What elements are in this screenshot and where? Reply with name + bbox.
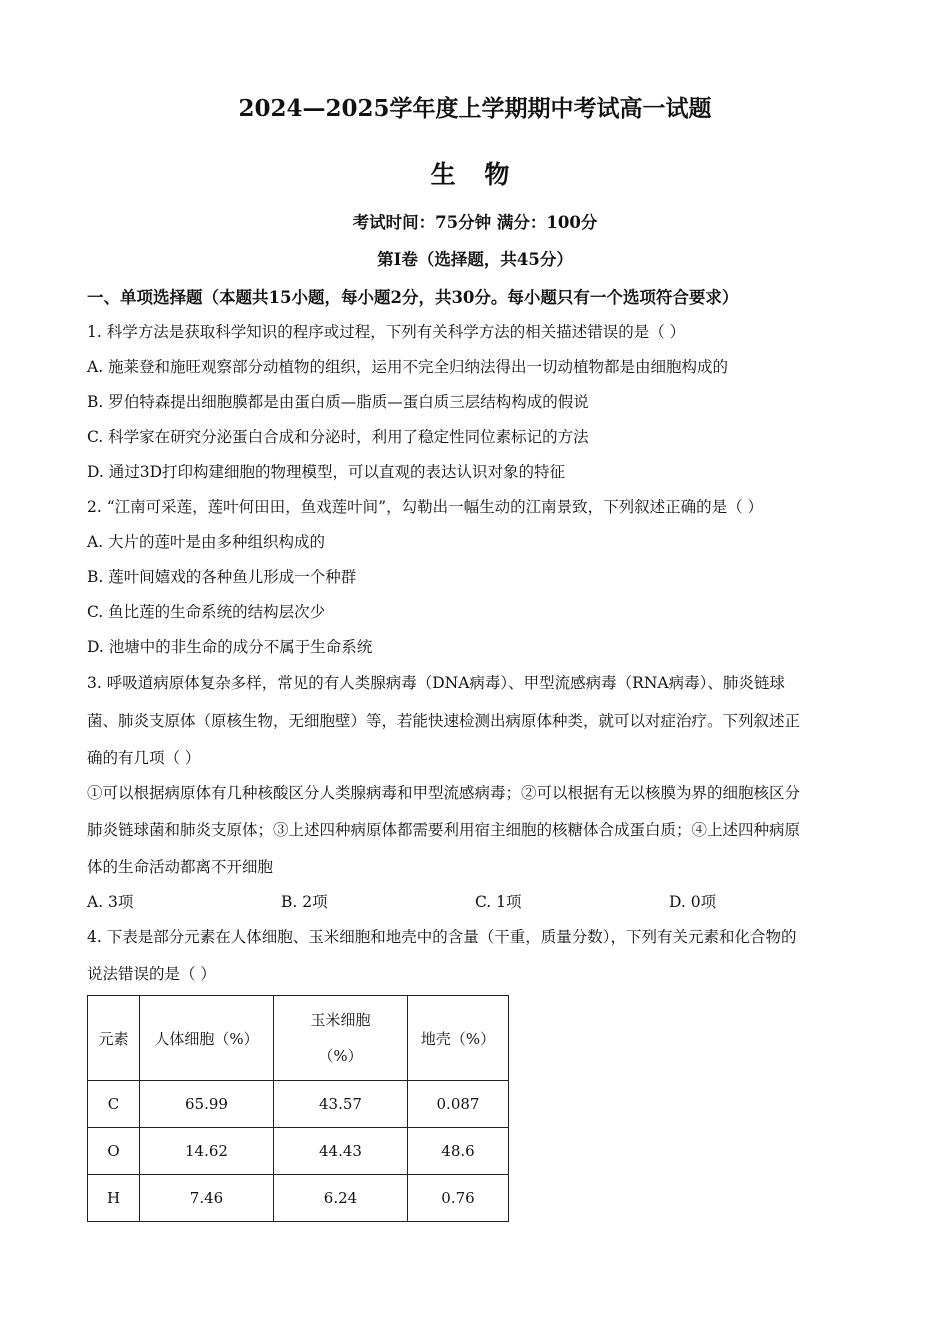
table-header-text: 玉米细胞 <box>310 1011 371 1029</box>
volume-title: 第I卷（选择题，共45分） <box>377 250 573 269</box>
table-cell: 7.46 <box>140 1175 274 1222</box>
table-cell: O <box>88 1128 140 1175</box>
table-cell: 65.99 <box>140 1081 274 1128</box>
table-cell: 48.6 <box>408 1128 509 1175</box>
table-cell: 0.087 <box>408 1081 509 1128</box>
question-1-stem: 1. 科学方法是获取科学知识的程序或过程，下列有关科学方法的相关描述错误的是（ ） <box>87 323 686 341</box>
table-cell: 44.43 <box>274 1128 408 1175</box>
question-4-stem-line1: 4. 下表是部分元素在人体细胞、玉米细胞和地壳中的含量（干重，质量分数），下列有关元素和化合物的 <box>87 928 797 946</box>
question-2-option-a: A. 大片的莲叶是由多种组织构成的 <box>87 533 326 551</box>
table-header-row <box>88 996 509 1081</box>
section-heading: 一、单项选择题（本题共15小题，每小题2分，共30分。每小题只有一个选项符合要求） <box>87 288 739 307</box>
table-header-cell <box>274 996 408 1081</box>
question-3-stem-line1: 3. 呼吸道病原体复杂多样，常见的有人类腺病毒（DNA病毒）、甲型流感病毒（RNA病毒）、肺炎链球 <box>87 674 785 692</box>
question-3-option-d: D. 0项 <box>669 893 717 911</box>
table-cell: H <box>88 1175 140 1222</box>
table-cell: 6.24 <box>274 1175 408 1222</box>
question-4-stem-line2: 说法错误的是（ ） <box>87 965 216 983</box>
question-3-statements-line2: 肺炎链球菌和肺炎支原体；③上述四种病原体都需要利用宿主细胞的核糖体合成蛋白质；④上述四种病原 <box>87 821 801 839</box>
table-header-cell: 地壳（%） <box>408 996 509 1081</box>
exam-info: 考试时间：75分钟 满分：100分 <box>352 213 598 232</box>
question-3-stem-line2: 菌、肺炎支原体（原核生物，无细胞壁）等，若能快速检测出病原体种类，就可以对症治疗。下列叙述正 <box>87 712 801 730</box>
table-row <box>88 1081 509 1128</box>
question-3-option-a: A. 3项 <box>87 893 134 911</box>
question-3-stem-line3: 确的有几项（ ） <box>87 749 201 767</box>
table-row <box>88 1128 509 1175</box>
table-header-cell: 元素 <box>88 996 140 1081</box>
question-2-option-d: D. 池塘中的非生命的成分不属于生命系统 <box>87 638 373 656</box>
question-1-option-c: C. 科学家在研究分泌蛋白合成和分泌时，利用了稳定性同位素标记的方法 <box>87 428 589 446</box>
question-3-statements-line3: 体的生命活动都离不开细胞 <box>87 858 274 876</box>
table-cell: 14.62 <box>140 1128 274 1175</box>
table-cell: C <box>88 1081 140 1128</box>
table-header-cell: 人体细胞（%） <box>140 996 274 1081</box>
table-cell: 0.76 <box>408 1175 509 1222</box>
table-header-text: （%） <box>318 1047 363 1065</box>
exam-title: 2024—2025学年度上学期期中考试高一试题 <box>238 95 712 122</box>
question-2-option-c: C. 鱼比莲的生命系统的结构层次少 <box>87 603 326 621</box>
table-cell: 43.57 <box>274 1081 408 1128</box>
question-3-option-c: C. 1项 <box>475 893 522 911</box>
question-1-option-b: B. 罗伯特森提出细胞膜都是由蛋白质—脂质—蛋白质三层结构构成的假说 <box>87 393 589 411</box>
question-2-stem: 2. “江南可采莲，莲叶何田田，鱼戏莲叶间”，勾勒出一幅生动的江南景致，下列叙述正确的是（ ） <box>87 498 763 516</box>
question-2-option-b: B. 莲叶间嬉戏的各种鱼儿形成一个种群 <box>87 568 357 586</box>
question-3-option-b: B. 2项 <box>281 893 328 911</box>
table-row <box>88 1175 509 1222</box>
question-1-option-d: D. 通过3D打印构建细胞的物理模型，可以直观的表达认识对象的特征 <box>87 463 566 481</box>
subject-title: 生 物 <box>430 160 520 189</box>
element-content-table <box>87 995 509 1222</box>
question-1-option-a: A. 施莱登和施旺观察部分动植物的组织，运用不完全归纳法得出一切动植物都是由细胞构成的 <box>87 358 729 376</box>
question-3-statements-line1: ①可以根据病原体有几种核酸区分人类腺病毒和甲型流感病毒；②可以根据有无以核膜为界的细胞核区分 <box>87 784 801 802</box>
